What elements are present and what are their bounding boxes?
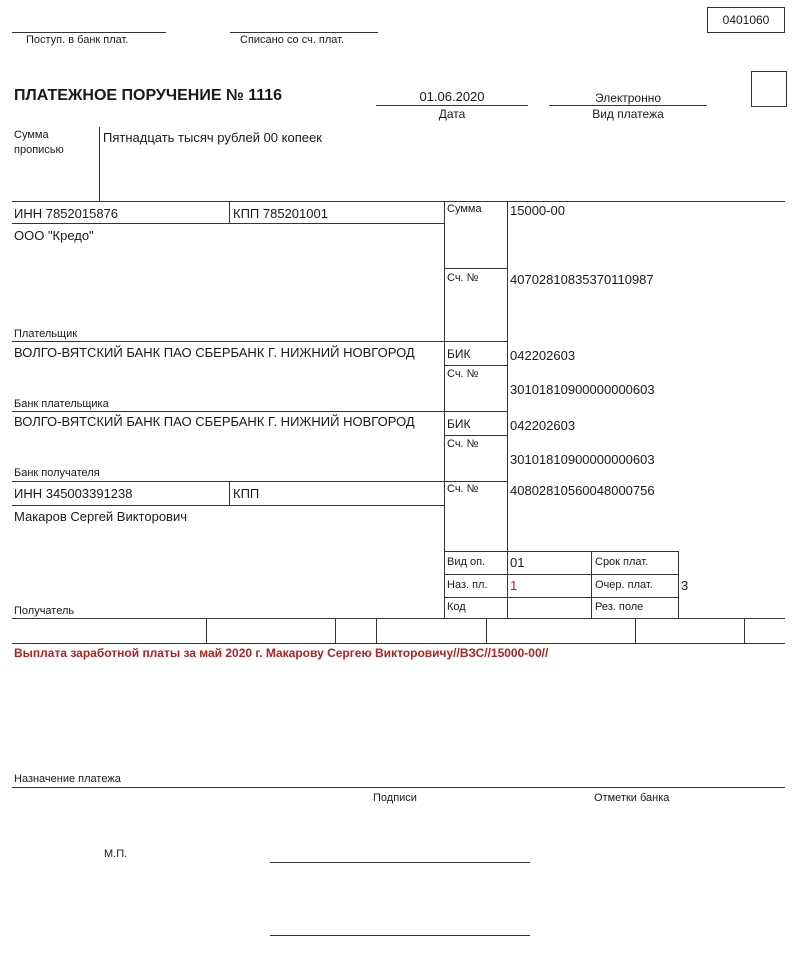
stamp-label: М.П. (104, 848, 128, 860)
amount-value: 15000-00 (510, 203, 565, 218)
received-label: Поступ. в банк плат. (26, 34, 129, 46)
grid-line-bottom (12, 618, 785, 619)
payment-type-label: Вид платежа (592, 107, 664, 121)
tax-divider-3 (376, 618, 377, 643)
grid-line-payee-inn (12, 505, 444, 506)
payment-type-line (549, 105, 707, 106)
status-box (751, 71, 787, 107)
debited-label: Списано со сч. плат. (240, 34, 345, 46)
payer-bank-label: Банк плательщика (14, 398, 109, 410)
payee-inn: ИНН 345003391238 (14, 486, 133, 501)
payee-bik: 042202603 (510, 418, 576, 433)
grid-line-payee-bank (12, 481, 507, 482)
value-divider (507, 201, 508, 618)
amount-label: Сумма (447, 203, 482, 215)
purpose-label: Назначение платежа (14, 773, 121, 785)
page-title: ПЛАТЕЖНОЕ ПОРУЧЕНИЕ № 1116 (14, 87, 283, 104)
grid-line-inn (12, 223, 444, 224)
signature-line-2 (270, 935, 530, 936)
payee-bank-label: Банк получателя (14, 467, 100, 479)
grid-line-tax (12, 643, 785, 644)
payer-bank-account: 30101810900000000603 (510, 382, 655, 397)
amount-words-label-1: Сумма (14, 129, 49, 141)
tax-divider-5 (635, 618, 636, 643)
payer-bik: 042202603 (510, 348, 576, 363)
payee-name: Макаров Сергей Викторович (14, 509, 187, 524)
payer-account: 40702810835370110987 (510, 272, 654, 287)
order-label: Очер. плат. (595, 579, 653, 591)
bank-marks-label: Отметки банка (594, 792, 670, 804)
form-code: 0401060 (707, 7, 785, 33)
amount-words-label-2: прописью (14, 144, 64, 156)
grid-line-top (12, 201, 785, 202)
tax-divider-6 (744, 618, 745, 643)
grid-line-codes-3 (444, 597, 678, 598)
op-type-label: Вид оп. (447, 556, 486, 568)
payee-inn-kpp-divider (229, 481, 230, 505)
grid-line-payer-bank (12, 411, 507, 412)
grid-line-codes-2 (444, 574, 678, 575)
payee-bank-account-label: Сч. № (447, 438, 479, 450)
codes-divider-2 (678, 551, 679, 618)
payer-bank-account-label: Сч. № (447, 368, 479, 380)
payer-bank-name: ВОЛГО-ВЯТСКИЙ БАНК ПАО СБЕРБАНК Г. НИЖНИЙ НОВГОРОД (14, 345, 415, 360)
payer-label: Плательщик (14, 328, 78, 340)
grid-line-amount (444, 268, 507, 269)
payer-account-label: Сч. № (447, 272, 479, 284)
due-label: Срок плат. (595, 556, 649, 568)
tax-divider-1 (206, 618, 207, 643)
date-line (376, 105, 528, 106)
payment-purpose: Выплата заработной платы за май 2020 г. Макарову Сергею Викторовичу//ВЗС//15000-00// (14, 646, 549, 660)
payee-label: Получатель (14, 605, 75, 617)
grid-line-payee-bik (444, 435, 507, 436)
payee-bank-account: 30101810900000000603 (510, 452, 655, 467)
payee-bank-name: ВОЛГО-ВЯТСКИЙ БАНК ПАО СБЕРБАНК Г. НИЖНИЙ НОВГОРОД (14, 414, 415, 429)
purpose-line (12, 787, 785, 788)
payee-account-label: Сч. № (447, 483, 479, 495)
code-label: Код (447, 601, 466, 613)
payer-name: ООО "Кредо" (14, 228, 94, 243)
center-divider (444, 201, 445, 618)
payment-type: Электронно (594, 91, 662, 105)
grid-line-payer (12, 341, 507, 342)
grid-line-codes-1 (444, 551, 678, 552)
inn-kpp-divider (229, 201, 230, 223)
signatures-label: Подписи (373, 792, 417, 804)
payer-inn: ИНН 7852015876 (14, 206, 119, 221)
signature-line-1 (270, 862, 530, 863)
amount-words-divider (99, 127, 100, 201)
payer-kpp: КПП 785201001 (233, 206, 328, 221)
debited-line (230, 32, 378, 33)
payee-account: 40802810560048000756 (510, 483, 655, 498)
order-value: 3 (681, 578, 689, 593)
received-line (12, 32, 166, 33)
purpose-code: 1 (510, 578, 518, 593)
grid-line-payer-bik (444, 365, 507, 366)
payee-kpp: КПП (233, 486, 260, 501)
tax-divider-2 (335, 618, 336, 643)
amount-words: Пятнадцать тысяч рублей 00 копеек (103, 130, 322, 145)
tax-divider-4 (486, 618, 487, 643)
codes-divider-1 (591, 551, 592, 618)
reserve-label: Рез. поле (595, 601, 644, 613)
payer-bik-label: БИК (447, 347, 471, 361)
purpose-code-label: Наз. пл. (447, 579, 488, 591)
payee-bik-label: БИК (447, 417, 471, 431)
op-type: 01 (510, 555, 525, 570)
payment-date: 01.06.2020 (419, 89, 485, 104)
date-label: Дата (438, 107, 466, 121)
